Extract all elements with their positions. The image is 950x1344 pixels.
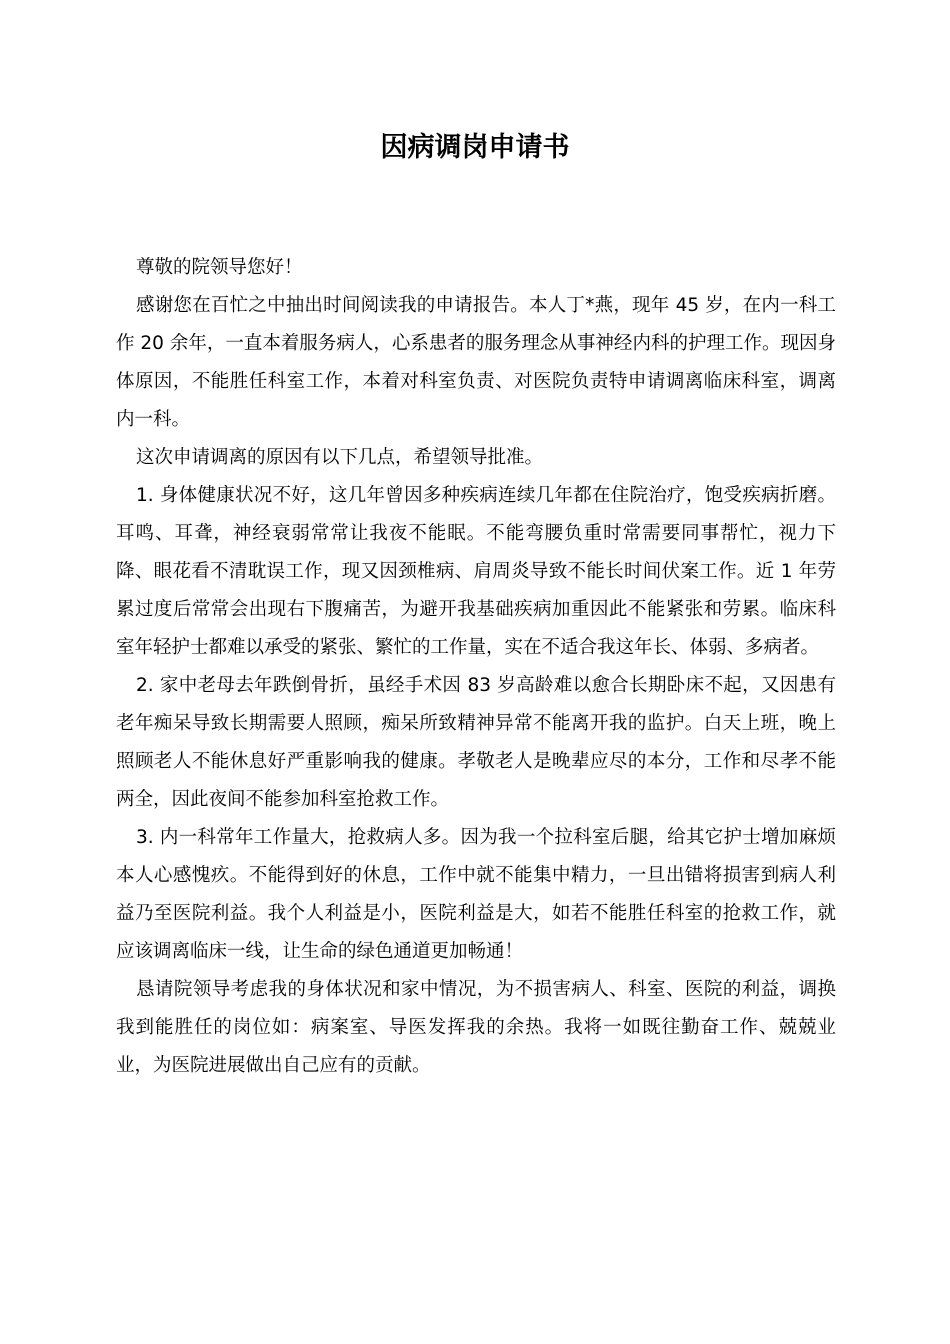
paragraph-reasons-intro: 这次申请调离的原因有以下几点，希望领导批准。 xyxy=(136,447,544,468)
document-body xyxy=(116,249,836,1085)
paragraph-closing: 恳请院领导考虑我的身体状况和家中情况，为不损害病人、科室、医院的利益，调换我到能胜任的岗位如：病案室、导医发挥我的余热。我将一如既往勤奋工作、兢兢业业，为医院进展做出自己应有的贡献。 xyxy=(116,979,836,1076)
paragraph-reason-2: 2. 家中老母去年跌倒骨折，虽经手术因 83 岁高龄难以愈合长期卧床不起，又因患有老年痴呆导致长期需要人照顾，痴呆所致精神异常不能离开我的监护。白天上班，晚上照顾老人不能休息好严重影响我的健康。孝敬老人是晚辈应尽的本分，工作和尽孝不能两全，因此夜间不能参加科室抢救工作。 xyxy=(116,675,836,810)
paragraph-introduction: 感谢您在百忙之中抽出时间阅读我的申请报告。本人丁*燕，现年 45 岁，在内一科工作 20 余年，一直本着服务病人，心系患者的服务理念从事神经内科的护理工作。现因身体原因，不能胜任科室工作，本着对科室负责、对医院负责特申请调离临床科室，调离内一科。 xyxy=(116,295,836,430)
paragraph-salutation: 尊敬的院领导您好！ xyxy=(136,257,303,278)
paragraph-reason-1: 1. 身体健康状况不好，这几年曾因多种疾病连续几年都在住院治疗，饱受疾病折磨。耳鸣、耳聋，神经衰弱常常让我夜不能眠。不能弯腰负重时常需要同事帮忙，视力下降、眼花看不清耽误工作，现又因颈椎病、肩周炎导致不能长时间伏案工作。近 1 年劳累过度后常常会出现右下腹痛苦，为避开我基础疾病加重因此不能紧张和劳累。临床科室年轻护士都难以承受的紧张、繁忙的工作量，实在不适合我这年长、体弱、多病者。 xyxy=(116,485,836,658)
paragraph-reason-3: 3. 内一科常年工作量大，抢救病人多。因为我一个拉科室后腿，给其它护士增加麻烦本人心感愧疚。不能得到好的休息，工作中就不能集中精力，一旦出错将损害到病人利益乃至医院利益。我个人利益是小，医院利益是大，如若不能胜任科室的抢救工作，就应该调离临床一线，让生命的绿色通道更加畅通！ xyxy=(116,827,836,962)
document-title: 因病调岗申请书 xyxy=(380,132,570,163)
